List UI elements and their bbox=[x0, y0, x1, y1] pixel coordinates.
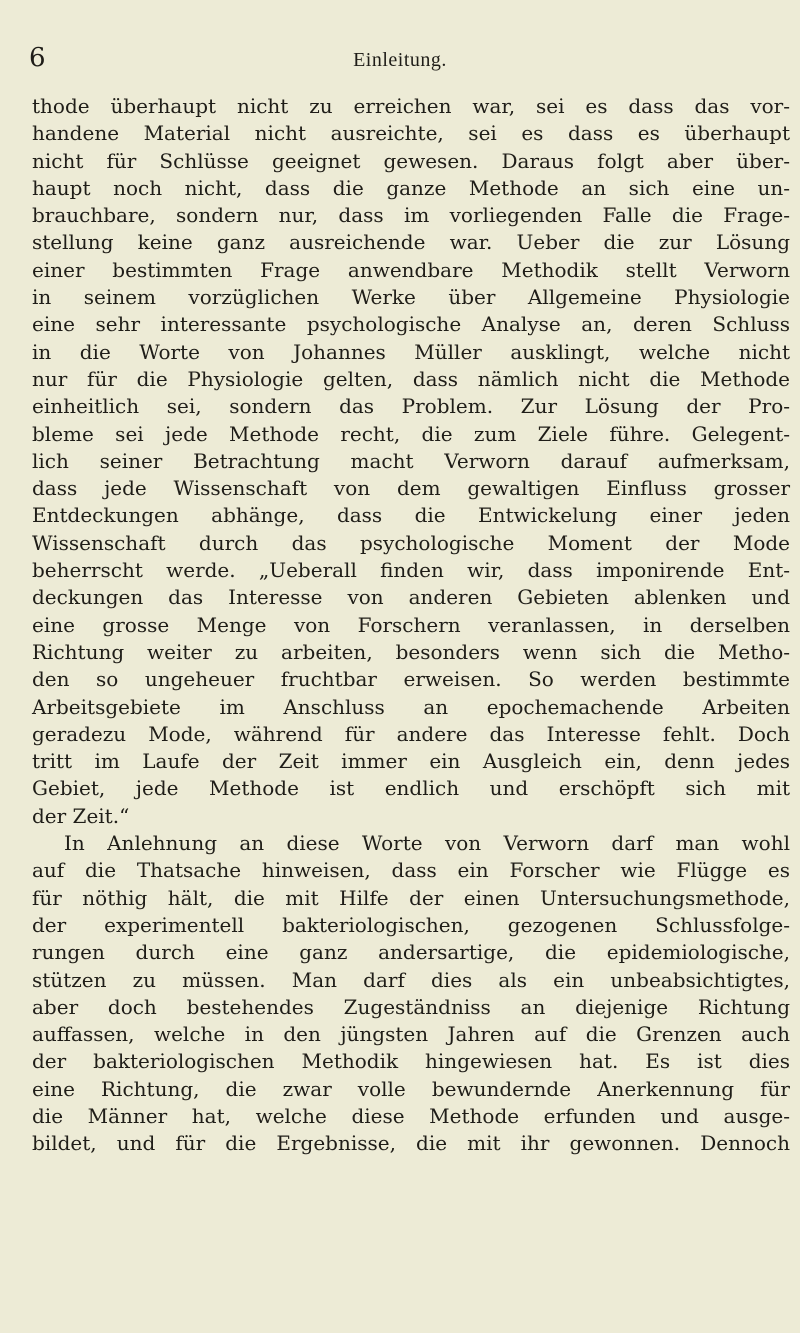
text-line: brauchbare, sondern nur, dass im vorliegenden Falle die Frage- bbox=[32, 203, 790, 228]
running-head: Einleitung. bbox=[353, 49, 447, 71]
text-line: auffassen, welche in den jüngsten Jahren auf die Grenzen auch bbox=[32, 1022, 790, 1047]
text-line: der experimentell bakteriologischen, gezogenen Schlussfolge- bbox=[32, 912, 790, 937]
text-line: rungen durch eine ganz andersartige, die epidemiologische, bbox=[32, 940, 790, 965]
text-line: eine grosse Menge von Forschern veranlassen, in derselben bbox=[32, 612, 790, 637]
text-line: Entdeckungen abhänge, dass die Entwickelung einer jeden bbox=[32, 503, 790, 528]
text-line: nicht für Schlüsse geeignet gewesen. Daraus folgt aber über- bbox=[32, 148, 790, 173]
text-line: in die Worte von Johannes Müller ausklingt, welche nicht bbox=[32, 339, 790, 364]
text-line: bleme sei jede Methode recht, die zum Ziele führe. Gelegent- bbox=[32, 421, 790, 446]
text-line: Richtung weiter zu arbeiten, besonders wenn sich die Metho- bbox=[32, 639, 790, 664]
text-line: handene Material nicht ausreichte, sei es dass es überhaupt bbox=[32, 121, 790, 146]
text-line: stellung keine ganz ausreichende war. Ueber die zur Lösung bbox=[32, 230, 790, 255]
text-line: aber doch bestehendes Zugeständniss an diejenige Richtung bbox=[32, 994, 790, 1019]
text-line: der Zeit.“ bbox=[32, 803, 130, 828]
text-line: eine Richtung, die zwar volle bewundernde Anerkennung für bbox=[32, 1076, 790, 1101]
text-line: der bakteriologischen Methodik hingewiesen hat. Es ist dies bbox=[32, 1049, 790, 1074]
text-line: beherrscht werde. „Ueberall finden wir, dass imponirende Ent- bbox=[32, 558, 790, 583]
text-line: deckungen das Interesse von anderen Gebieten ablenken und bbox=[32, 585, 790, 610]
text-line: nur für die Physiologie gelten, dass nämlich nicht die Methode bbox=[32, 366, 790, 391]
text-line: thode überhaupt nicht zu erreichen war, sei es dass das vor- bbox=[32, 94, 790, 118]
body-text bbox=[32, 93, 790, 1158]
text-line: In Anlehnung an diese Worte von Verworn darf man wohl bbox=[64, 831, 790, 856]
text-line: tritt im Laufe der Zeit immer ein Ausgleich ein, denn jedes bbox=[32, 749, 790, 774]
page-number: 6 bbox=[29, 43, 46, 73]
text-line: einheitlich sei, sondern das Problem. Zur Lösung der Pro- bbox=[32, 394, 790, 419]
text-line: bildet, und für die Ergebnisse, die mit ihr gewonnen. Dennoch bbox=[32, 1131, 790, 1156]
text-line: Gebiet, jede Methode ist endlich und erschöpft sich mit bbox=[32, 776, 790, 801]
text-line: Arbeitsgebiete im Anschluss an epochemachende Arbeiten bbox=[32, 694, 790, 719]
text-line: in seinem vorzüglichen Werke über Allgemeine Physiologie bbox=[32, 285, 790, 310]
text-line: für nöthig hält, die mit Hilfe der einen Untersuchungsmethode, bbox=[32, 885, 790, 910]
text-line: geradezu Mode, während für andere das Interesse fehlt. Doch bbox=[32, 721, 790, 746]
text-line: eine sehr interessante psychologische Analyse an, deren Schluss bbox=[32, 312, 790, 337]
text-line: Wissenschaft durch das psychologische Moment der Mode bbox=[32, 530, 790, 555]
text-line: dass jede Wissenschaft von dem gewaltigen Einfluss grosser bbox=[32, 476, 790, 501]
text-line: einer bestimmten Frage anwendbare Methodik stellt Verworn bbox=[32, 257, 790, 282]
text-line: haupt noch nicht, dass die ganze Methode an sich eine un- bbox=[32, 175, 790, 200]
text-line: auf die Thatsache hinweisen, dass ein Forscher wie Flügge es bbox=[32, 858, 790, 883]
text-line: den so ungeheuer fruchtbar erweisen. So werden bestimmte bbox=[32, 667, 790, 692]
text-line: lich seiner Betrachtung macht Verworn darauf aufmerksam, bbox=[32, 448, 790, 473]
text-line: stützen zu müssen. Man darf dies als ein unbeabsichtigtes, bbox=[32, 967, 790, 992]
text-line: die Männer hat, welche diese Methode erfunden und ausge- bbox=[32, 1103, 790, 1128]
